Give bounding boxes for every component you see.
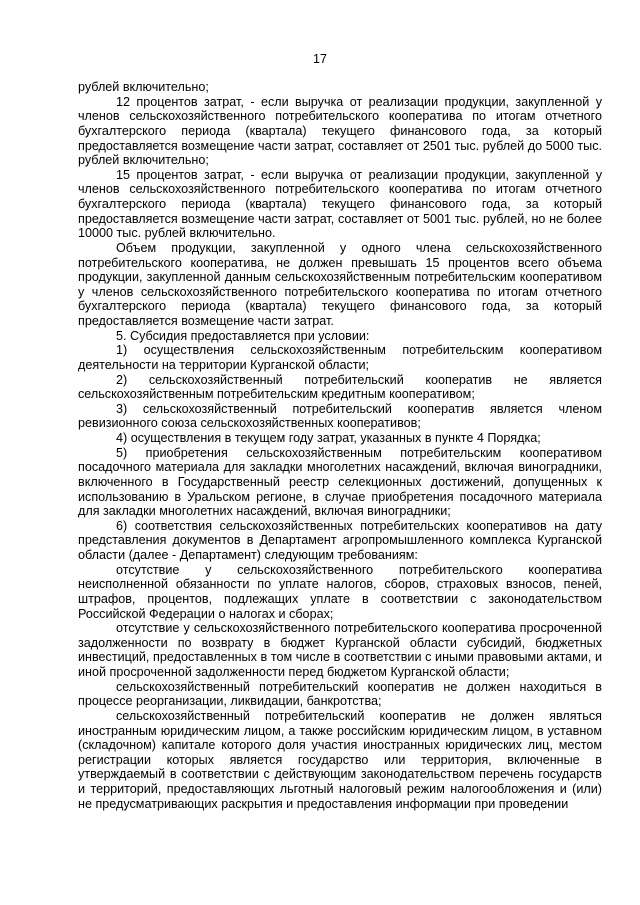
paragraph-condition-1: 1) осуществления сельскохозяйственным потребительским кооперативом деятельности на территории Курганской области; <box>78 343 602 372</box>
paragraph-condition-6: 6) соответствия сельскохозяйственных потребительских кооперативов на дату представления документов в Департамент агропромышленного комплекса Курганской области (далее - Департамент) следующим требованиям: <box>78 518 602 562</box>
paragraph-12-percent: 12 процентов затрат, - если выручка от реализации продукции, закупленной у членов сельскохозяйственного потребительского кооператива по итогам отчетного бухгалтерского периода (квартала) текущего финансового года, за который предоставляется возмещение части затрат, составляет от 2501 тыс. рублей до 5000 тыс. рублей включительно; <box>78 94 602 168</box>
paragraph-continuation: рублей включительно; <box>78 80 209 94</box>
paragraph-requirement-debt: отсутствие у сельскохозяйственного потребительского кооператива просроченной задолженности по возврату в бюджет Курганской области субсидий, бюджетных инвестиций, предоставленных в том числе в соответствии с иными правовыми актами, и иной просроченной задолженности перед бюджетом Курганской области; <box>78 621 602 679</box>
paragraph-condition-2: 2) сельскохозяйственный потребительский кооператив не является сельскохозяйственным потребительским кредитным кооперативом; <box>78 372 602 402</box>
paragraph-volume-limit: Объем продукции, закупленной у одного члена сельскохозяйственного потребительского кооператива, не должен превышать 15 процентов всего объема продукции, закупленной данным сельскохозяйственным потребительским кооперативом у членов сельскохозяйственного потребительского кооператива по итогам отчетного бухгалтерского периода (квартала) текущего финансового года, за который предоставляется возмещение части затрат. <box>78 240 602 328</box>
paragraph-15-percent: 15 процентов затрат, - если выручка от реализации продукции, закупленной у членов сельскохозяйственного потребительского кооператива по итогам отчетного бухгалтерского периода (квартала) текущего финансового года, за который предоставляется возмещение части затрат, составляет от 5001 тыс. рублей, но не более 10000 тыс. рублей включительно. <box>78 167 602 241</box>
paragraph-condition-3: 3) сельскохозяйственный потребительский кооператив является членом ревизионного союза сельскохозяйственных кооперативов; <box>78 401 602 431</box>
paragraph-item-5-heading: 5. Субсидия предоставляется при условии: <box>116 328 370 343</box>
paragraph-requirement-reorganization: сельскохозяйственный потребительский кооператив не должен находиться в процессе реорганизации, ликвидации, банкротства; <box>78 679 602 709</box>
page-number: 17 <box>313 52 327 66</box>
paragraph-condition-5: 5) приобретения сельскохозяйственным потребительским кооперативом посадочного материала для закладки многолетних насаждений, включая виноградники, включенного в Государственный реестр селекционных достижений, допущенных к использованию в Уральском регионе, в случае приобретения посадочного материала для закладки многолетних насаждений, включая виноградники; <box>78 445 602 519</box>
document-body <box>78 80 602 811</box>
paragraph-requirement-taxes: отсутствие у сельскохозяйственного потребительского кооператива неисполненной обязанности по уплате налогов, сборов, страховых взносов, пеней, штрафов, процентов, подлежащих уплате в соответствии с законодательством Российской Федерации о налогах и сборах; <box>78 562 602 621</box>
paragraph-condition-4: 4) осуществления в текущем году затрат, указанных в пункте 4 Порядка; <box>116 431 541 445</box>
paragraph-requirement-foreign-entity: сельскохозяйственный потребительский кооператив не должен являться иностранным юридическим лицом, а также российским юридическим лицом, в уставном (складочном) капитале которого доля участия иностранных юридических лиц, местом регистрации которых является государство или территория, включенные в утверждаемый в соответствии с действующим законодательством перечень государств и территорий, предоставляющих льготный налоговый режим налогообложения и (или) не предусматривающих раскрытия и предоставления информации при проведении <box>78 708 602 811</box>
